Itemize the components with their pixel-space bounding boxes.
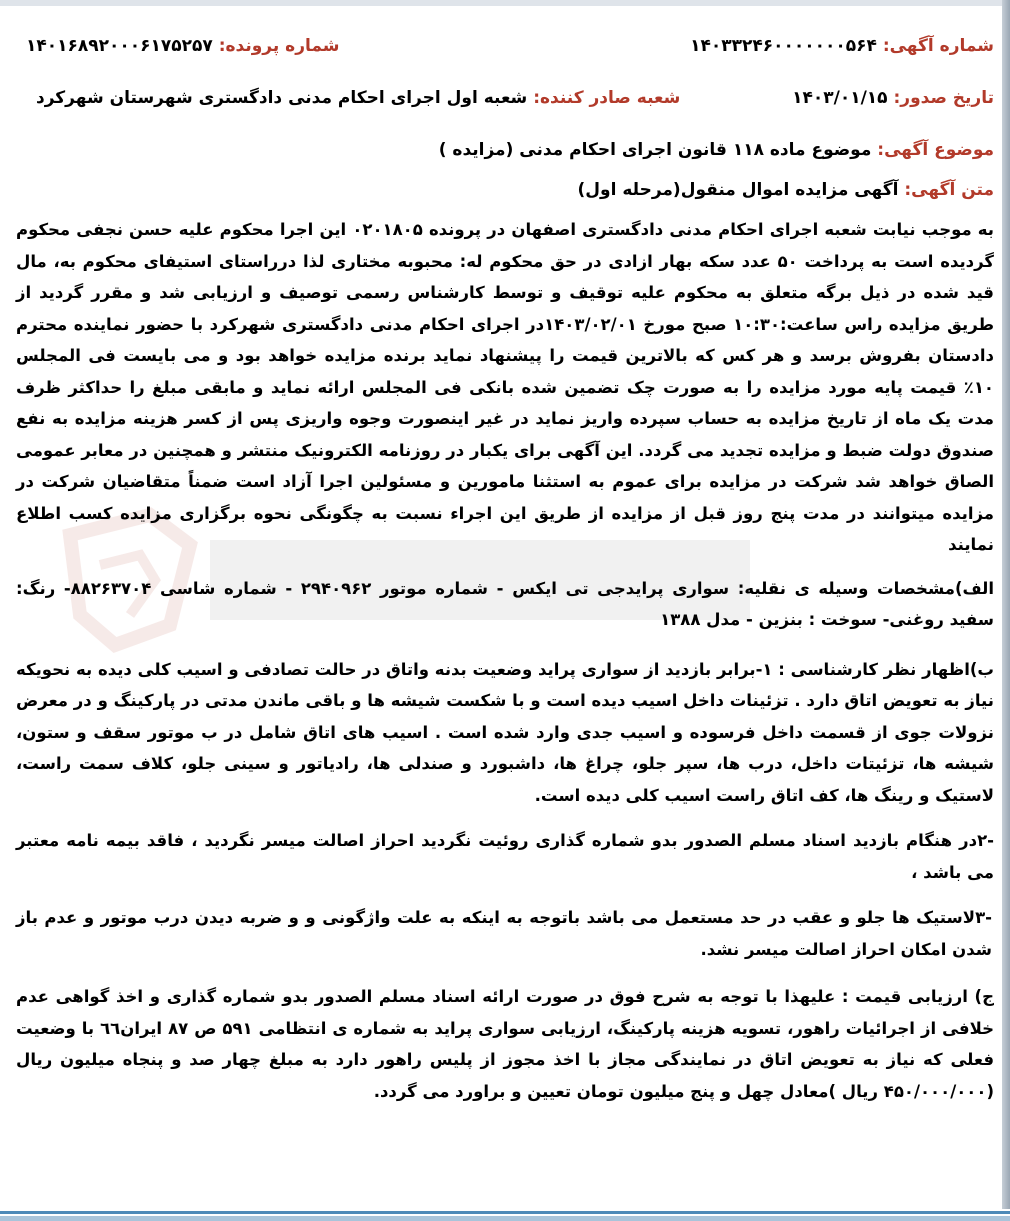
case-number: ۱۴۰۱۶۸۹۲۰۰۰۶۱۷۵۲۵۷ — [26, 36, 213, 56]
item-3-paragraph: -۳لاستیک ها جلو و عقب در حد مستعمل می باشد باتوجه به اینکه به علت واژگونی و و ضربه دیدن درب موتور و عدم باز شدن امکان احراز اصالت میسر نشد. — [16, 908, 992, 959]
text-label: متن آگهی: — [904, 180, 994, 200]
main-paragraph: به موجب نیابت شعبه اجرای احکام مدنی دادگستری اصفهان در پرونده ۰۲۰۱۸۰۵ این اجرا محکوم علیه حسن نجفی محکوم گردیده است به پرداخت ۵۰ عدد سکه بهار ازادی در حق محکوم له: محبوبه مختاری لذا درراستای استیفای محکوم به، مال قید شده در ذیل برگه متعلق به محکوم علیه توقیف و توسط کارشناس رسمی توصیف و ارزیابی شد و مقرر گردید از طریق مزایده راس ساعت:۱۰:۳۰ صبح مورخ ۱۴۰۳/۰۲/۰۱در اجرای احکام مدنی دادگستری شهرکرد با حضور نماینده محترم دادستان بفروش برسد و هر کس که بالاترین قیمت را پیشنهاد نماید برنده مزایده خواهد بود و می بایست فی المجلس ۱۰٪ قیمت پایه مورد مزایده را به صورت چک تضمین شده بانکی فی المجلس ارائه نماید و مابقی مبلغ را حداکثر ظرف مدت یک ماه از تاریخ مزایده به حساب سپرده واریز نماید در غیر اینصورت وجوه واریزی پس از کسر هزینه مزایده به نفع صندوق دولت ضبط و مزایده تجدید می گردد. این آگهی برای یکبار در روزنامه الکترونیک منتشر و همچنین در معابر عمومی الصاق خواهد شد شرکت در مزایده برای عموم به استثنا مامورین و مسئولین اجرا آزاد است ضمناً متقاضیان شرکت در مزایده میتوانند در مدت پنج روز قبل از مزایده از طریق این اجراء نسبت به چگونگی نحوه برگزاری مزایده کسب اطلاع نمایند — [16, 220, 995, 554]
issuer-field — [36, 88, 680, 108]
subject-label: موضوع آگهی: — [877, 140, 994, 160]
price-evaluation-paragraph: ج) ارزیابی قیمت : علیهذا با توجه به شرح فوق در صورت ارائه اسناد مسلم الصدور بدو شماره گذاری و اخذ گواهی عدم خلافی از اجرائیات راهور، تسویه هزینه پارکینگ، ارزیابی سواری پراید به شماره ی انتظامی ۵۹۱ ص ۸۷ ایران٦٦ با وضعیت فعلی که نیاز به تعویض اتاق در نمایندگی مجاز با اخذ مجوز از پلیس راهور دارد به مبلغ چهار صد و پنجاه میلیون ریال (۴۵۰/۰۰۰/۰۰۰ ریال )معادل چهل و پنج میلیون تومان تعیین و براورد می گردد. — [16, 987, 994, 1101]
ad-number: ۱۴۰۳۳۲۴۶۰۰۰۰۰۰۰۵۶۴ — [690, 36, 877, 56]
issue-date: ۱۴۰۳/۰۱/۱۵ — [792, 88, 888, 108]
meta-row-2 — [16, 80, 994, 132]
text-title-line — [16, 180, 994, 200]
expert-opinion-paragraph: ب)اظهار نظر کارشناسی : ۱-برابر بازدید از سواری پراید وضعیت بدنه واتاق در حالت تصادفی و اسیب کلی دیده به نحویکه نیاز به تعویض اتاق دارد . تزئینات داخل اسیب دیده است و با شکست شیشه ها و باقی ماندن مدتی در پارکینگ و در معرض نزولات جوی از قسمت داخل فرسوده و اسیب جدی وارد شده است . اسیب های اتاق شامل در ب موتور سقف و ستون، شیشه ها، تزئیتات داخل، درب ها، سپر جلو، چراغ ها، داشبورد و صندلی ها، رادیاتور و سینی جلو، کلاف سمت راست، لاستیک و رینگ ها، کف اتاق راست اسیب کلی دیده است. — [16, 659, 994, 805]
ad-number-label: شماره آگهی: — [882, 36, 994, 56]
issue-date-label: تاریخ صدور: — [893, 88, 994, 108]
right-scroll-edge — [1002, 0, 1010, 1221]
issue-date-field — [792, 88, 994, 108]
case-number-field — [26, 36, 340, 56]
item-2-paragraph: -۲در هنگام بازدید اسناد مسلم الصدور بدو شماره گذاری روئیت نگردید احراز اصالت میسر نگردید ، فاقد بیمه نامه معتبر می باشد ، — [16, 831, 994, 882]
issuer-name: شعبه اول اجرای احکام مدنی دادگستری شهرستان شهرکرد — [36, 88, 528, 108]
meta-row-1 — [16, 28, 994, 80]
case-number-label: شماره پرونده: — [218, 36, 340, 56]
ad-number-field — [690, 36, 994, 56]
top-frame-border — [0, 0, 1010, 6]
text-title: آگهی مزایده اموال منقول(مرحله اول) — [577, 180, 899, 200]
notice-document — [16, 28, 994, 1107]
vehicle-specs-paragraph: الف)مشخصات وسیله ی نقلیه: سواری پرایدجی تی ایکس - شماره موتور ۲۹۴۰۹۶۲ - شماره شاسی ۸۸۲۶۳۷۰۴- رنگ: سفید روغنی- سوخت : بنزین - مدل ۱۳۸۸ — [16, 578, 994, 629]
subject-line — [16, 140, 994, 160]
issuer-label: شعبه صادر کننده: — [533, 88, 681, 108]
bottom-frame-border — [0, 1209, 1010, 1221]
subject-text: موضوع ماده ۱۱۸ قانون اجرای احکام مدنی (مزایده ) — [438, 140, 872, 160]
